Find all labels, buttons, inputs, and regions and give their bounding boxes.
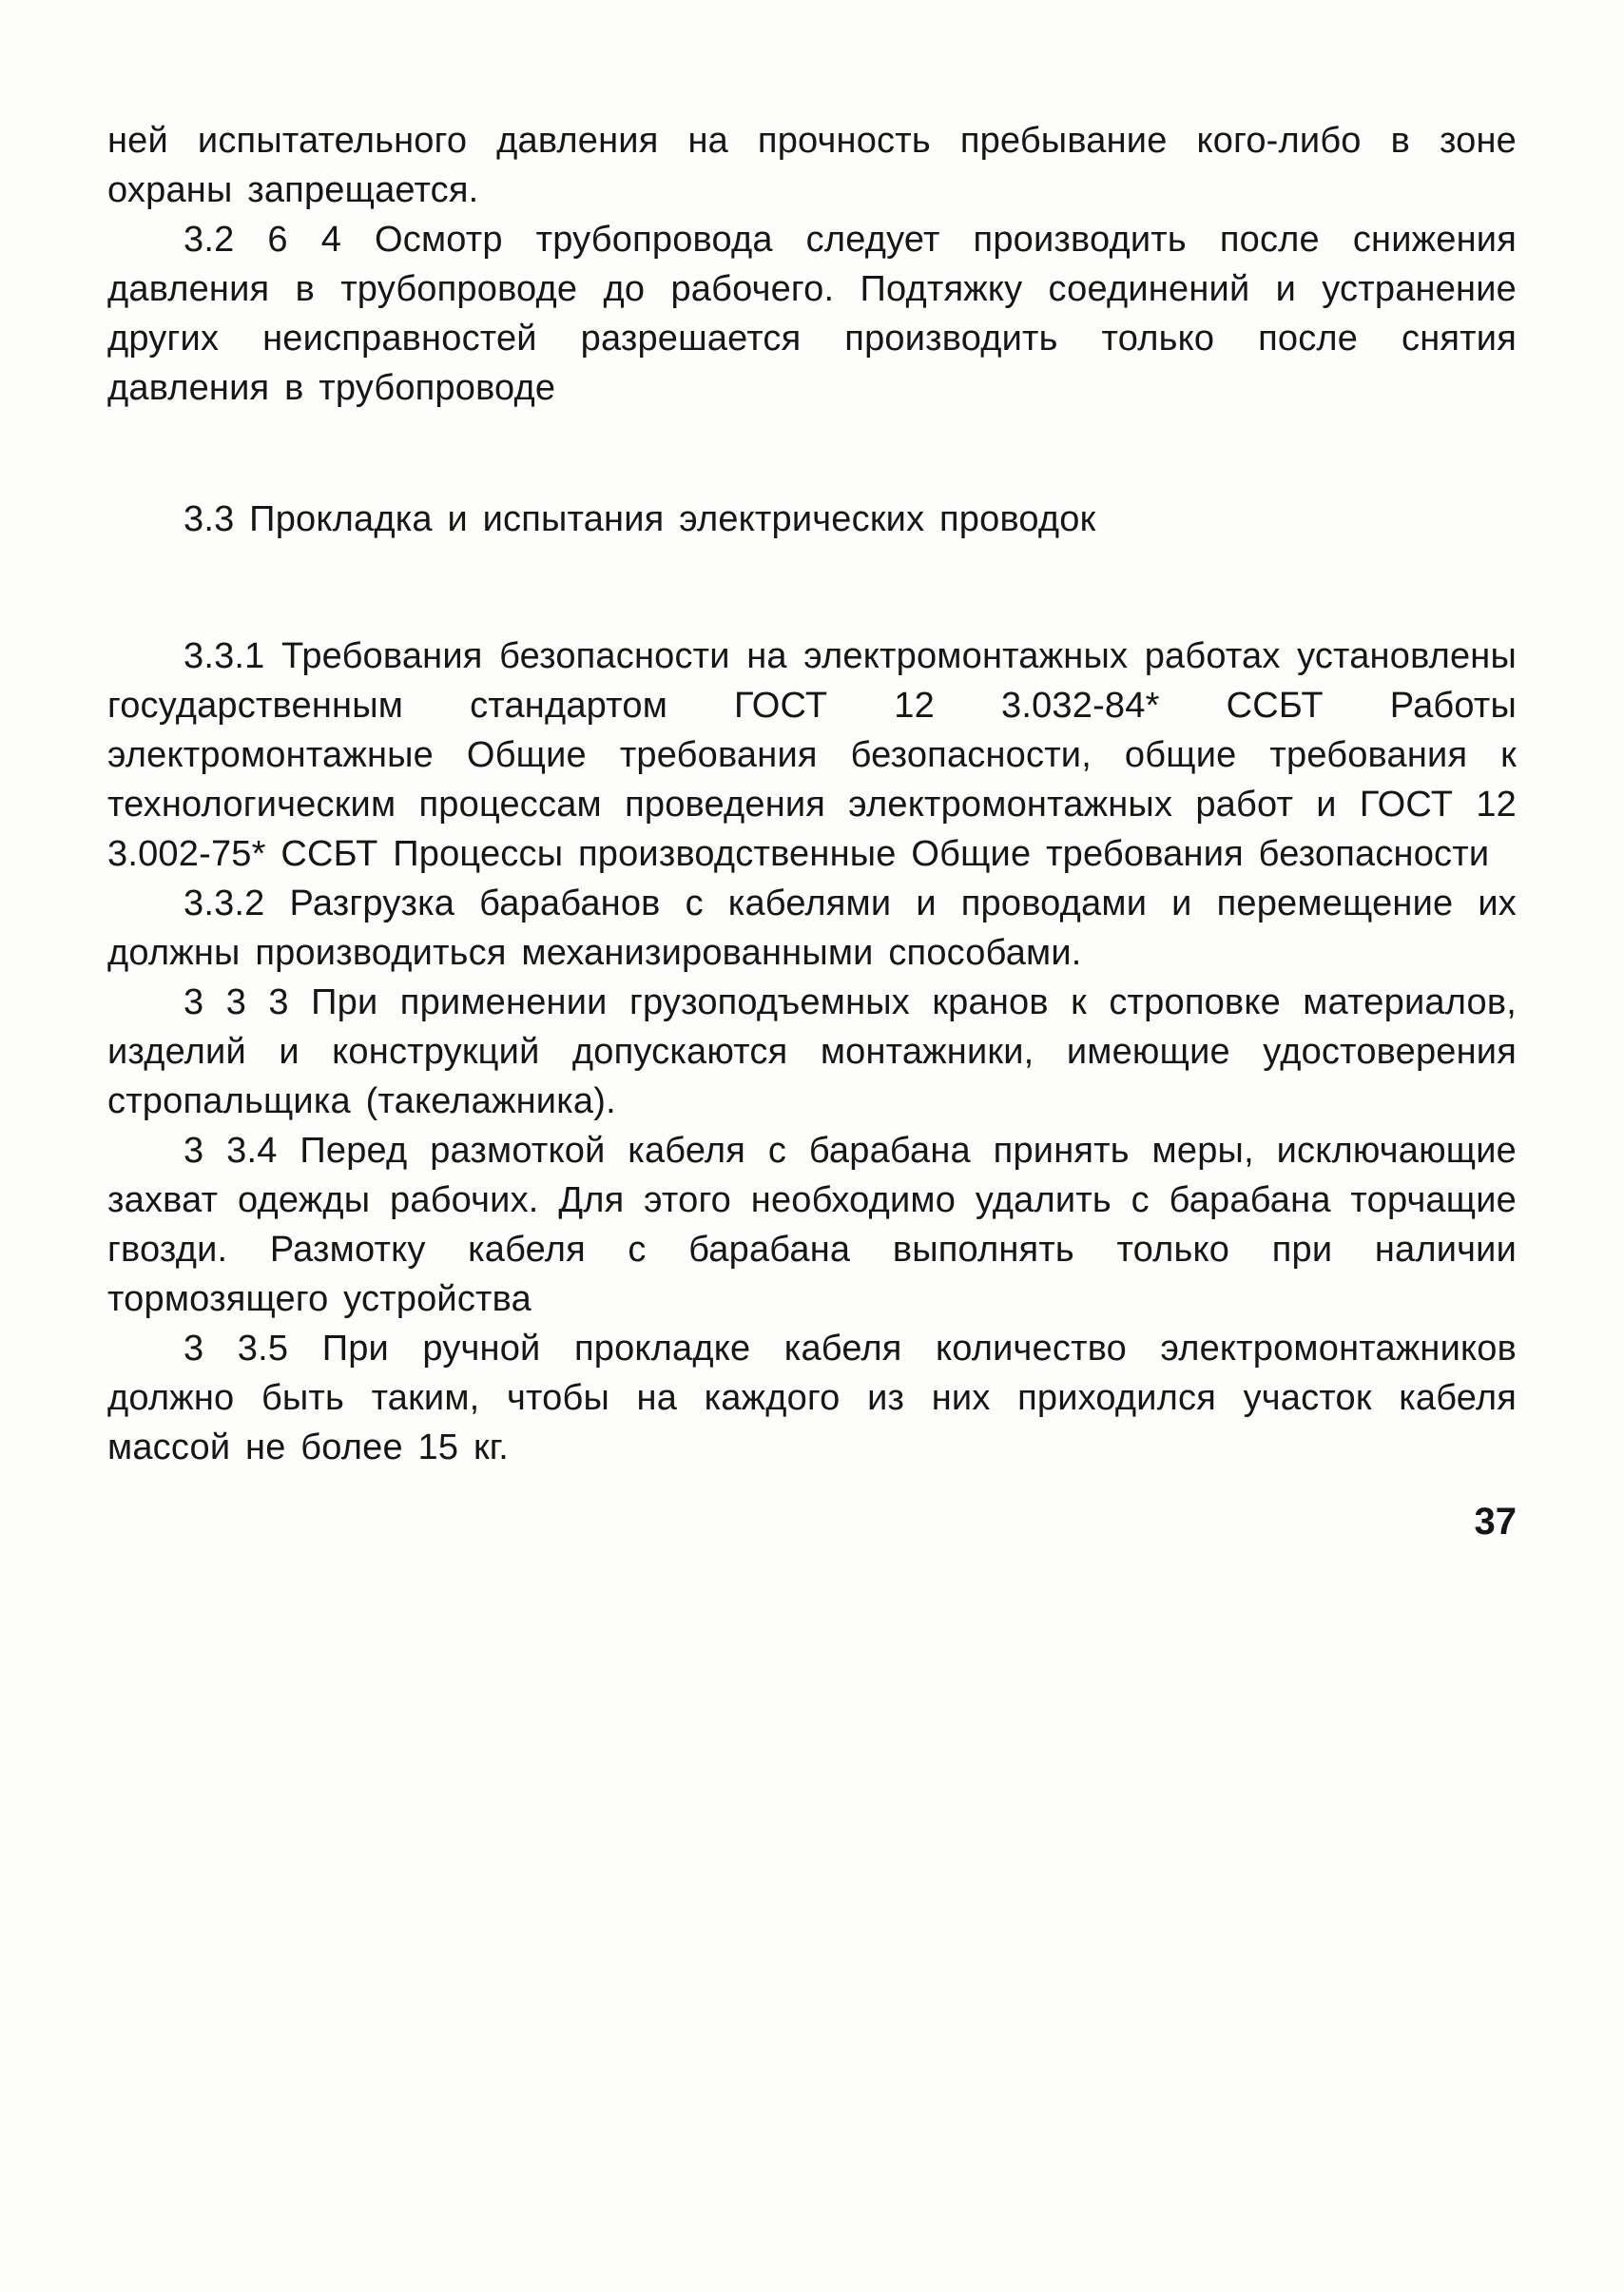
paragraph-3-3-3: 3 3 3 При применении грузоподъемных кранов к строповке материалов, изделий и конструкций допускаются монтажники, имеющие удостоверения стропальщика (такелажника). [107,982,1517,1121]
paragraph-3-3-4: 3 3.4 Перед размоткой кабеля с барабана принять меры, исключающие захват одежды рабочих. Для этого необходимо удалить с барабана торчащие гвозди. Размотку кабеля с барабана выполнять только при наличии тормозящего устройства [107,1131,1517,1319]
paragraph-3-3-5: 3 3.5 При ручной прокладке кабеля количество электромонтажников должно быть таким, чтобы на каждого из них приходился участок кабеля массой не более 15 кг. [107,1329,1517,1467]
section-heading-3-3: 3.3 Прокладка и испытания электрических проводок [184,499,1096,539]
paragraph-continuation: ней испытательного давления на прочность пребывание кого-либо в зоне охраны запрещается. [107,121,1517,210]
paragraph-3-3-2: 3.3.2 Разгрузка барабанов с кабелями и проводами и перемещение их должны производиться механизированными способами. [107,884,1517,973]
paragraph-3-2-6-4: 3.2 6 4 Осмотр трубопровода следует производить после снижения давления в трубопроводе до рабочего. Подтяжку соединений и устранение других неисправностей разрешается производить только после снятия давления в трубопроводе [107,220,1517,408]
paragraph-3-3-1: 3.3.1 Требования безопасности на электромонтажных работах установлены государственным стандартом ГОСТ 12 3.032-84* ССБТ Работы электромонтажные Общие требования безопасности, общие требования к технологическим процессам проведения электромонтажных работ и ГОСТ 12 3.002-75* ССБТ Процессы производственные Общие требования безопасности [107,636,1517,874]
page-number: 37 [1474,1501,1517,1543]
page-content [107,116,1517,1546]
